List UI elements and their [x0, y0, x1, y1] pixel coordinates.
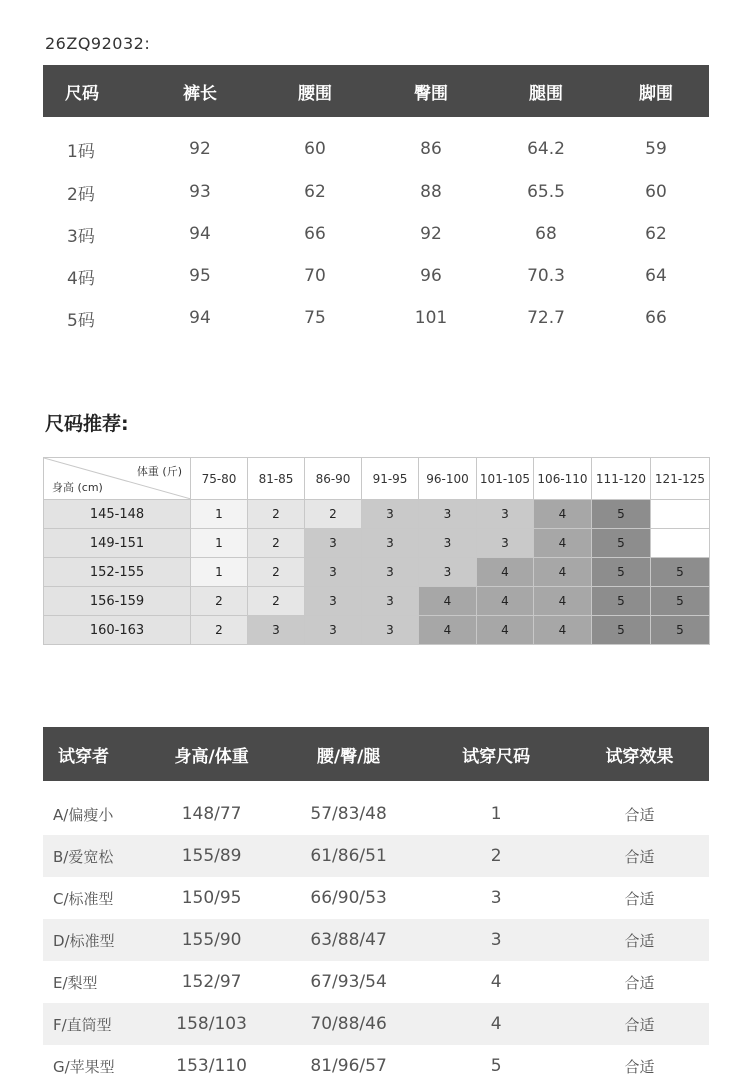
header-height-weight: 身高/体重 [148, 727, 274, 781]
trial-fit-table [43, 727, 709, 1087]
trial-row [43, 877, 709, 919]
recommendation-row [44, 529, 710, 558]
recommended-size-cell: 3 [305, 587, 362, 616]
weight-range-header: 121-125 [651, 458, 710, 500]
recommended-size-cell: 5 [592, 587, 651, 616]
header-trial-size: 试穿尺码 [422, 727, 570, 781]
trial-row [43, 1003, 709, 1045]
recommended-size-cell: 4 [534, 587, 592, 616]
trial-cell-measurements: 63/88/47 [275, 919, 423, 961]
recommended-size-cell: 5 [592, 558, 651, 587]
trial-cell-trial-size: 3 [490, 888, 502, 908]
size-cell-length: 94 [189, 224, 211, 244]
trial-cell-trial-effect: 合适 [624, 1057, 655, 1076]
recommended-size-cell: 1 [191, 500, 248, 529]
weight-range-header: 111-120 [592, 458, 651, 500]
trial-cell-measurements: 61/86/51 [275, 835, 423, 877]
trial-cell-trial-effect: 合适 [624, 805, 655, 824]
size-cell-waist: 60 [304, 139, 326, 159]
header-hip: 臀围 [373, 65, 489, 117]
recommended-size-cell: 3 [305, 616, 362, 645]
size-cell-length: 94 [189, 308, 211, 328]
size-cell-hem: 66 [645, 308, 667, 328]
trial-cell-height-weight: 153/110 [176, 1056, 247, 1076]
recommended-size-cell: 3 [362, 616, 419, 645]
recommended-size-cell: 2 [248, 558, 305, 587]
size-row [43, 171, 709, 213]
recommended-size-cell: 3 [362, 500, 419, 529]
trial-cell-trial-effect: 合适 [570, 1003, 709, 1045]
size-cell-thigh: 65.5 [527, 182, 565, 202]
height-range-label: 160-163 [44, 616, 191, 645]
trial-cell-trial-effect: 合适 [624, 889, 655, 908]
size-cell-size: 1码 [67, 141, 95, 162]
recommendation-row [44, 587, 710, 616]
recommended-size-cell: 3 [477, 529, 534, 558]
recommended-size-cell: 2 [191, 616, 248, 645]
size-cell-thigh: 70.3 [527, 266, 565, 286]
recommended-size-cell: 5 [651, 558, 710, 587]
trial-cell-tester: G/苹果型 [53, 1057, 115, 1076]
trial-spacer-cell [43, 781, 709, 793]
recommended-size-cell: 5 [592, 500, 651, 529]
height-range-label: 152-155 [44, 558, 191, 587]
weight-range-header: 91-95 [362, 458, 419, 500]
size-cell-hem: 60 [645, 182, 667, 202]
recommended-size-cell: 3 [419, 529, 477, 558]
trial-cell-height-weight: 155/90 [148, 919, 274, 961]
recommended-size-cell: 5 [592, 529, 651, 558]
size-cell-waist: 75 [304, 308, 326, 328]
size-cell-thigh: 68 [535, 224, 557, 244]
trial-cell-measurements: 57/83/48 [310, 804, 387, 824]
trial-cell-measurements: 66/90/53 [310, 888, 387, 908]
size-row [43, 255, 709, 297]
trial-cell-height-weight: 155/89 [148, 835, 274, 877]
recommended-size-cell: 3 [362, 529, 419, 558]
recommendation-title: 尺码推荐: [45, 413, 129, 435]
size-row [43, 117, 709, 171]
trial-cell-trial-size: 5 [490, 1056, 502, 1076]
recommended-size-cell [651, 529, 710, 558]
size-cell-waist: 66 [304, 224, 326, 244]
recommended-size-cell: 3 [305, 558, 362, 587]
recommended-size-cell: 5 [651, 587, 710, 616]
recommended-size-cell: 5 [592, 616, 651, 645]
size-cell-hip: 96 [420, 266, 442, 286]
size-cell-thigh: 72.7 [527, 308, 565, 328]
recommended-size-cell: 2 [248, 500, 305, 529]
size-row [43, 213, 709, 255]
size-cell-hip: 101 [414, 308, 448, 328]
trial-cell-tester: E/梨型 [53, 973, 98, 992]
weight-range-header: 81-85 [248, 458, 305, 500]
trial-cell-trial-effect: 合适 [624, 973, 655, 992]
trial-cell-trial-size: 3 [422, 919, 570, 961]
size-cell-hem: 62 [645, 224, 667, 244]
header-length: 裤长 [143, 65, 257, 117]
header-trial-effect: 试穿效果 [570, 727, 709, 781]
trial-cell-measurements: 81/96/57 [310, 1056, 387, 1076]
recommended-size-cell: 5 [651, 616, 710, 645]
size-cell-size: 4码 [67, 268, 95, 289]
size-cell-hip: 88 [420, 182, 442, 202]
recommended-size-cell: 2 [248, 587, 305, 616]
trial-cell-trial-size: 2 [422, 835, 570, 877]
header-waist: 腰围 [257, 65, 373, 117]
recommended-size-cell: 3 [419, 500, 477, 529]
weight-range-header: 101-105 [477, 458, 534, 500]
trial-cell-measurements: 70/88/46 [275, 1003, 423, 1045]
product-code: 26ZQ92032: [45, 34, 151, 53]
weight-range-header: 96-100 [419, 458, 477, 500]
trial-cell-tester: F/直筒型 [43, 1003, 148, 1045]
recommended-size-cell: 1 [191, 529, 248, 558]
recommended-size-cell: 2 [248, 529, 305, 558]
recommendation-row [44, 558, 710, 587]
trial-cell-tester: B/爱宽松 [43, 835, 148, 877]
recommended-size-cell: 4 [477, 587, 534, 616]
trial-cell-trial-size: 4 [490, 972, 502, 992]
weight-range-header: 106-110 [534, 458, 592, 500]
recommended-size-cell: 3 [362, 587, 419, 616]
trial-cell-tester: D/标准型 [43, 919, 148, 961]
size-cell-hip: 92 [420, 224, 442, 244]
header-measurements: 腰/臀/腿 [275, 727, 423, 781]
trial-cell-tester: C/标准型 [53, 889, 114, 908]
recommended-size-cell: 4 [477, 558, 534, 587]
trial-row [43, 793, 709, 835]
recommended-size-cell: 2 [191, 587, 248, 616]
size-cell-hem: 64 [645, 266, 667, 286]
recommended-size-cell: 4 [419, 587, 477, 616]
size-cell-size: 3码 [67, 226, 95, 247]
size-cell-waist: 62 [304, 182, 326, 202]
recommendation-row [44, 500, 710, 529]
header-hem: 脚围 [603, 65, 709, 117]
recommended-size-cell: 4 [477, 616, 534, 645]
trial-cell-trial-size: 1 [490, 804, 502, 824]
trial-cell-height-weight: 152/97 [181, 972, 242, 992]
header-tester: 试穿者 [43, 727, 148, 781]
size-row [43, 297, 709, 339]
trial-cell-height-weight: 158/103 [148, 1003, 274, 1045]
height-range-label: 149-151 [44, 529, 191, 558]
size-cell-hip: 86 [420, 139, 442, 159]
size-cell-thigh: 64.2 [527, 139, 565, 159]
recommended-size-cell: 3 [419, 558, 477, 587]
grid-corner [44, 458, 191, 500]
trial-cell-trial-effect: 合适 [570, 835, 709, 877]
size-cell-waist: 70 [304, 266, 326, 286]
trial-cell-height-weight: 150/95 [181, 888, 242, 908]
weight-axis-label: 体重 (斤) [136, 465, 182, 478]
trial-row [43, 1045, 709, 1087]
size-cell-length: 95 [189, 266, 211, 286]
height-range-label: 145-148 [44, 500, 191, 529]
height-axis-label: 身高 (cm) [52, 481, 103, 494]
recommended-size-cell: 1 [191, 558, 248, 587]
trial-cell-measurements: 67/93/54 [310, 972, 387, 992]
recommended-size-cell: 4 [419, 616, 477, 645]
recommended-size-cell: 4 [534, 529, 592, 558]
trial-cell-height-weight: 148/77 [181, 804, 242, 824]
recommended-size-cell: 4 [534, 558, 592, 587]
height-range-label: 156-159 [44, 587, 191, 616]
size-cell-length: 93 [189, 182, 211, 202]
recommended-size-cell: 3 [477, 500, 534, 529]
size-recommendation-grid [43, 457, 710, 645]
trial-row [43, 961, 709, 1003]
recommended-size-cell [651, 500, 710, 529]
recommended-size-cell: 2 [305, 500, 362, 529]
recommendation-row [44, 616, 710, 645]
trial-cell-trial-size: 4 [422, 1003, 570, 1045]
size-cell-size: 5码 [67, 310, 95, 331]
size-cell-hem: 59 [645, 139, 667, 159]
header-size: 尺码 [43, 65, 143, 117]
trial-row [43, 919, 709, 961]
recommended-size-cell: 3 [362, 558, 419, 587]
header-thigh: 腿围 [489, 65, 603, 117]
trial-cell-tester: A/偏瘦小 [53, 805, 114, 824]
trial-spacer [43, 781, 709, 793]
size-cell-length: 92 [189, 139, 211, 159]
trial-cell-trial-effect: 合适 [570, 919, 709, 961]
recommendation-header-row [44, 458, 710, 500]
recommended-size-cell: 3 [305, 529, 362, 558]
recommended-size-cell: 4 [534, 616, 592, 645]
recommended-size-cell: 3 [248, 616, 305, 645]
trial-row [43, 835, 709, 877]
recommended-size-cell: 4 [534, 500, 592, 529]
weight-range-header: 86-90 [305, 458, 362, 500]
size-chart-header [43, 65, 709, 117]
weight-range-header: 75-80 [191, 458, 248, 500]
size-chart-table [43, 65, 709, 339]
trial-header [43, 727, 709, 781]
size-cell-size: 2码 [67, 184, 95, 205]
